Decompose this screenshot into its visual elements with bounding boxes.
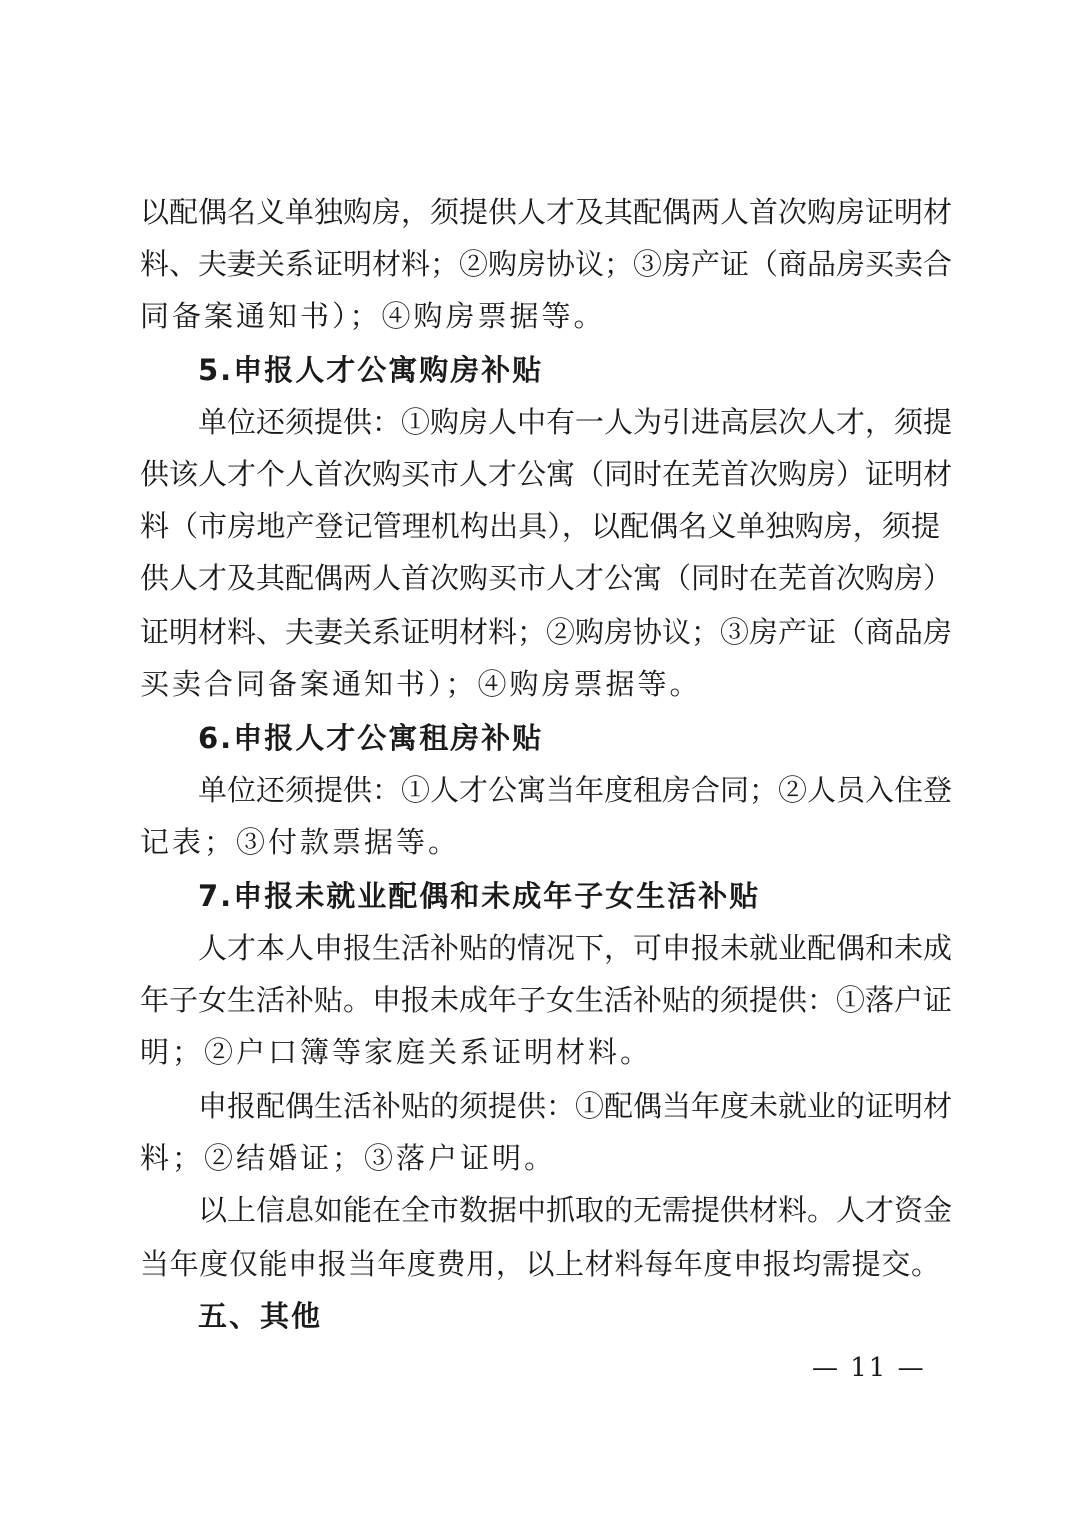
section-5-line-2: 供该人才个人首次购买市人才公寓（同时在芜首次购房）证明材 bbox=[140, 457, 953, 491]
section-7-p2-line-1: 申报配偶生活补贴的须提供：①配偶当年度未就业的证明材 bbox=[198, 1089, 953, 1123]
section-7-p3-line-2: 当年度仅能申报当年度费用，以上材料每年度申报均需提交。 bbox=[140, 1247, 940, 1281]
section-7-p2-line-2: 料；②结婚证；③落户证明。 bbox=[140, 1141, 557, 1175]
section-5-line-1: 单位还须提供：①购房人中有一人为引进高层次人才，须提 bbox=[198, 405, 953, 439]
section-5-heading: 5.申报人才公寓购房补贴 bbox=[198, 353, 544, 387]
section-five-heading: 五、其他 bbox=[198, 1299, 323, 1333]
intro-line-3: 同备案通知书）；④购房票据等。 bbox=[140, 299, 606, 333]
intro-line-1: 以配偶名义单独购房，须提供人才及其配偶两人首次购房证明材 bbox=[140, 195, 953, 229]
section-6-heading: 6.申报人才公寓租房补贴 bbox=[198, 721, 544, 755]
section-5-line-4: 供人才及其配偶两人首次购买市人才公寓（同时在芜首次购房） bbox=[140, 561, 953, 595]
intro-line-2: 料、夫妻关系证明材料；②购房协议；③房产证（商品房买卖合 bbox=[140, 247, 953, 281]
page-number: — 11 — bbox=[812, 1353, 926, 1383]
section-5-line-5: 证明材料、夫妻关系证明材料；②购房协议；③房产证（商品房 bbox=[140, 615, 953, 649]
section-5-line-6: 买卖合同备案通知书）；④购房票据等。 bbox=[140, 667, 702, 701]
section-7-heading: 7.申报未就业配偶和未成年子女生活补贴 bbox=[198, 879, 761, 913]
section-6-line-2: 记表；③付款票据等。 bbox=[140, 825, 461, 859]
section-7-p3-line-1: 以上信息如能在全市数据中抓取的无需提供材料。人才资金 bbox=[198, 1193, 953, 1227]
section-7-p1-line-1: 人才本人申报生活补贴的情况下，可申报未就业配偶和未成 bbox=[198, 931, 953, 965]
section-5-line-3: 料（市房地产登记管理机构出具），以配偶名义单独购房，须提 bbox=[140, 509, 940, 543]
section-7-p1-line-2: 年子女生活补贴。申报未成年子女生活补贴的须提供：①落户证 bbox=[140, 983, 953, 1017]
section-7-p1-line-3: 明；②户口簿等家庭关系证明材料。 bbox=[140, 1035, 653, 1069]
section-6-line-1: 单位还须提供：①人才公寓当年度租房合同；②人员入住登 bbox=[198, 773, 953, 807]
